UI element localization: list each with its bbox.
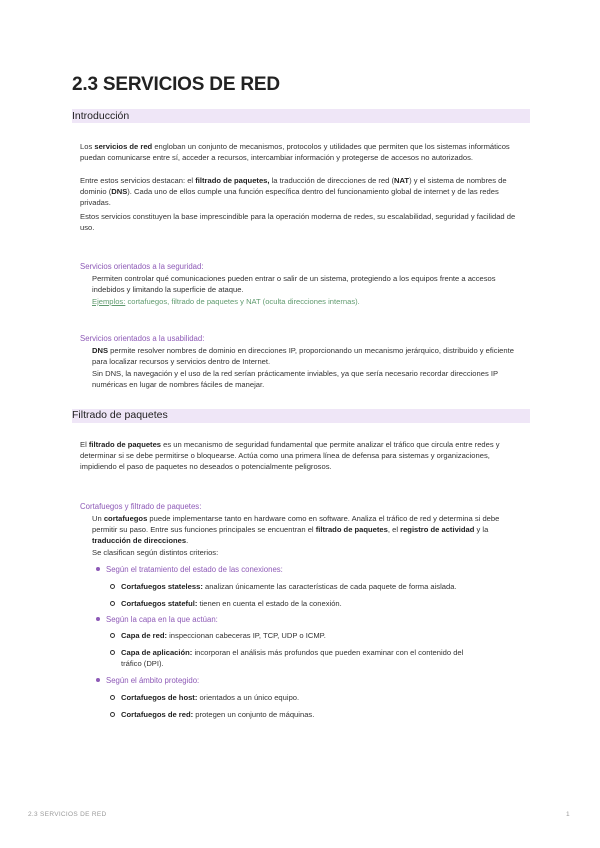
usability-dns-text: DNS permite resolver nombres de dominio en direcciones IP, proporcionando un mecanismo jerárquico, distribuido y eficiente para localizar recursos y servicios dentro de Internet.	[92, 346, 514, 367]
bullet-dot-icon	[96, 678, 100, 682]
usability-services-heading: Servicios orientados a la usabilidad:	[80, 334, 205, 343]
list-item: Capa de aplicación: incorporan el análisis más profundos que pueden examinar con el contenido del tráfico (DPI).	[110, 647, 520, 669]
usability-dns-consequence: Sin DNS, la navegación y el uso de la red serían prácticamente inviables, ya que sería necesario recordar direcciones IP numéricas en lugar de nombres fáciles de manejar.	[92, 369, 498, 390]
intro-heading: Introducción	[72, 110, 130, 122]
bullet-ring-icon	[110, 601, 115, 606]
criterion-scope: Según el ámbito protegido:	[96, 676, 516, 685]
bullet-ring-icon	[110, 633, 115, 638]
filtering-heading: Filtrado de paquetes	[72, 409, 168, 421]
bullet-dot-icon	[96, 567, 100, 571]
bullet-ring-icon	[110, 650, 115, 655]
filtering-paragraph: El filtrado de paquetes es un mecanismo de seguridad fundamental que permite analizar el tráfico que circula entre redes y determinar si se debe permitirse o bloquearse. Actúa como una primera línea de defensa para sistemas y organizaciones, impidiendo el paso de paquetes no deseados o potencialmente peligrosos.	[80, 440, 500, 472]
firewall-heading: Cortafuegos y filtrado de paquetes:	[80, 502, 202, 511]
security-services-heading: Servicios orientados a la seguridad:	[80, 262, 204, 271]
list-item: Cortafuegos stateful: tienen en cuenta el estado de la conexión.	[110, 598, 520, 609]
firewall-criteria-intro: Se clasifican según distintos criterios:	[92, 548, 219, 557]
criterion-layer: Según la capa en la que actúan:	[96, 615, 516, 624]
intro-paragraph-3: Estos servicios constituyen la base imprescindible para la operación moderna de redes, su escalabilidad, seguridad y facilidad de uso.	[80, 212, 516, 233]
bullet-ring-icon	[110, 584, 115, 589]
security-services-text: Permiten controlar qué comunicaciones pueden entrar o salir de un sistema, protegiendo a los equipos frente a accesos indebidos y limitando la superficie de ataque.	[92, 274, 496, 295]
bullet-ring-icon	[110, 712, 115, 717]
list-item: Cortafuegos de red: protegen un conjunto de máquinas.	[110, 709, 520, 720]
page-footer: 2.3 SERVICIOS DE RED	[28, 811, 107, 818]
intro-paragraph-2: Entre estos servicios destacan: el filtrado de paquetes, la traducción de direcciones de red (NAT) y el sistema de nombres de dominio (DNS). Cada uno de ellos cumple una función específica dentro del funcionamiento global de internet y de las redes privadas.	[80, 176, 507, 208]
security-examples: Ejemplos: cortafuegos, filtrado de paquetes y NAT (oculta direcciones internas).	[92, 297, 360, 306]
bullet-ring-icon	[110, 695, 115, 700]
intro-heading-bar	[72, 109, 530, 123]
list-item: Capa de red: inspeccionan cabeceras IP, TCP, UDP o ICMP.	[110, 630, 520, 641]
page-title: 2.3 SERVICIOS DE RED	[72, 74, 280, 95]
list-item: Cortafuegos stateless: analizan únicamente las características de cada paquete de forma aislada.	[110, 581, 520, 592]
examples-link[interactable]: Ejemplos:	[92, 297, 126, 306]
list-item: Cortafuegos de host: orientados a un único equipo.	[110, 692, 520, 703]
firewall-description: Un cortafuegos puede implementarse tanto en hardware como en software. Analiza el tráfico de red y determina si debe permitir su paso. Entre sus funciones principales se encuentran el filtrado de paquetes, el registro de actividad y la traducción de direcciones.	[92, 514, 500, 546]
page-number: 1	[566, 811, 570, 818]
criterion-connection-state: Según el tratamiento del estado de las conexiones:	[96, 565, 516, 574]
intro-paragraph-1: Los servicios de red engloban un conjunto de mecanismos, protocolos y utilidades que permiten que los sistemas informáticos puedan comunicarse entre sí, acceder a recursos, intercambiar información y protegerse de accesos no autorizados.	[80, 142, 510, 163]
bullet-dot-icon	[96, 617, 100, 621]
